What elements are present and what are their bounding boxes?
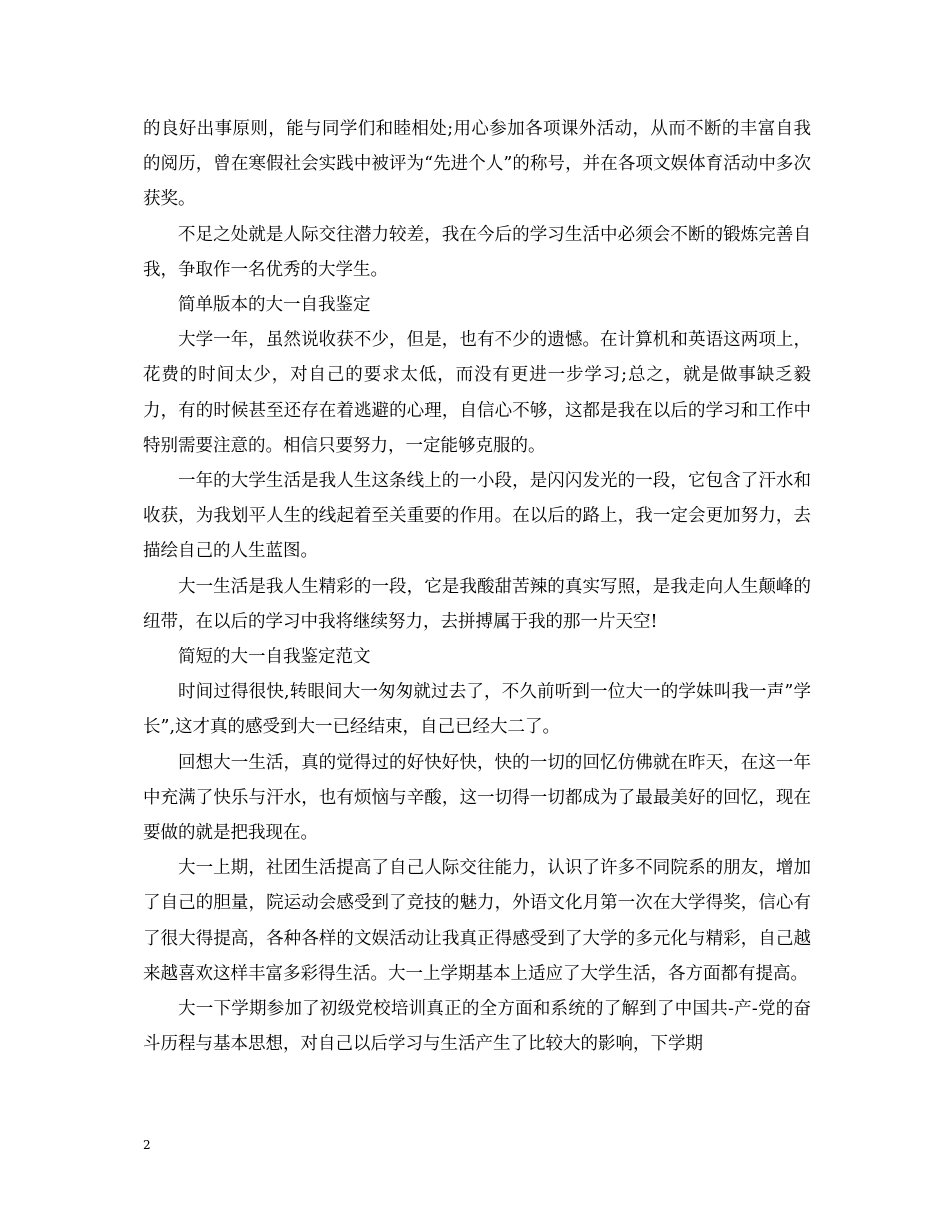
section-heading: 简单版本的大一自我鉴定 (178, 295, 371, 316)
document-body (143, 112, 811, 1062)
paragraph: 大一上期，社团生活提高了自己人际交往能力，认识了许多不同院系的朋友，增加了自己的胆量，院运动会感受到了竞技的魅力，外语文化月第一次在大学得奖，信心有了很大得提高，各种各样的文娱活动让我真正得感受到了大学的多元化与精彩，自己越来越喜欢这样丰富多彩得生活。大一上学期基本上适应了大学生活，各方面都有提高。 (143, 858, 811, 984)
paragraph: 一年的大学生活是我人生这条线上的一小段，是闪闪发光的一段，它包含了汗水和收获，为我划平人生的线起着至关重要的作用。在以后的路上，我一定会更加努力，去描绘自己的人生蓝图。 (143, 471, 811, 562)
paragraph: 回想大一生活，真的觉得过的好快好快，快的一切的回忆仿佛就在昨天，在这一年中充满了快乐与汗水，也有烦恼与辛酸，这一切得一切都成为了最最美好的回忆，现在要做的就是把我现在。 (143, 752, 811, 844)
paragraph: 大一生活是我人生精彩的一段，它是我酸甜苦辣的真实写照，是我走向人生颠峰的纽带，在以后的学习中我将继续努力，去拼搏属于我的那一片天空! (143, 576, 811, 632)
paragraph: 大学一年，虽然说收获不少，但是，也有不少的遗憾。在计算机和英语这两项上，花费的时间太少，对自己的要求太低，而没有更进一步学习;总之，就是做事缺乏毅力，有的时候甚至还存在着逃避的心理，自信心不够，这都是我在以后的学习和工作中特别需要注意的。相信只要努力，一定能够克服的。 (143, 330, 811, 456)
paragraph-continued: 的良好出事原则，能与同学们和睦相处;用心参加各项课外活动，从而不断的丰富自我的阅历，曾在寒假社会实践中被评为“先进个人”的称号，并在各项文娱体育活动中多次获奖。 (143, 119, 811, 210)
paragraph: 大一下学期参加了初级党校培训真正的全方面和系统的了解到了中国共-产-党的奋斗历程与基本思想，对自己以后学习与生活产生了比较大的影响，下学期 (143, 999, 811, 1055)
paragraph: 时间过得很快,转眼间大一匆匆就过去了，不久前听到一位大一的学妹叫我一声”学长”,这才真的感受到大一已经结束，自己已经大二了。 (143, 682, 811, 738)
page-number: 2 (143, 1138, 151, 1152)
section-heading: 简短的大一自我鉴定范文 (178, 647, 371, 668)
paragraph: 不足之处就是人际交往潜力较差，我在今后的学习生活中必须会不断的锻炼完善自我，争取作一名优秀的大学生。 (143, 224, 811, 280)
